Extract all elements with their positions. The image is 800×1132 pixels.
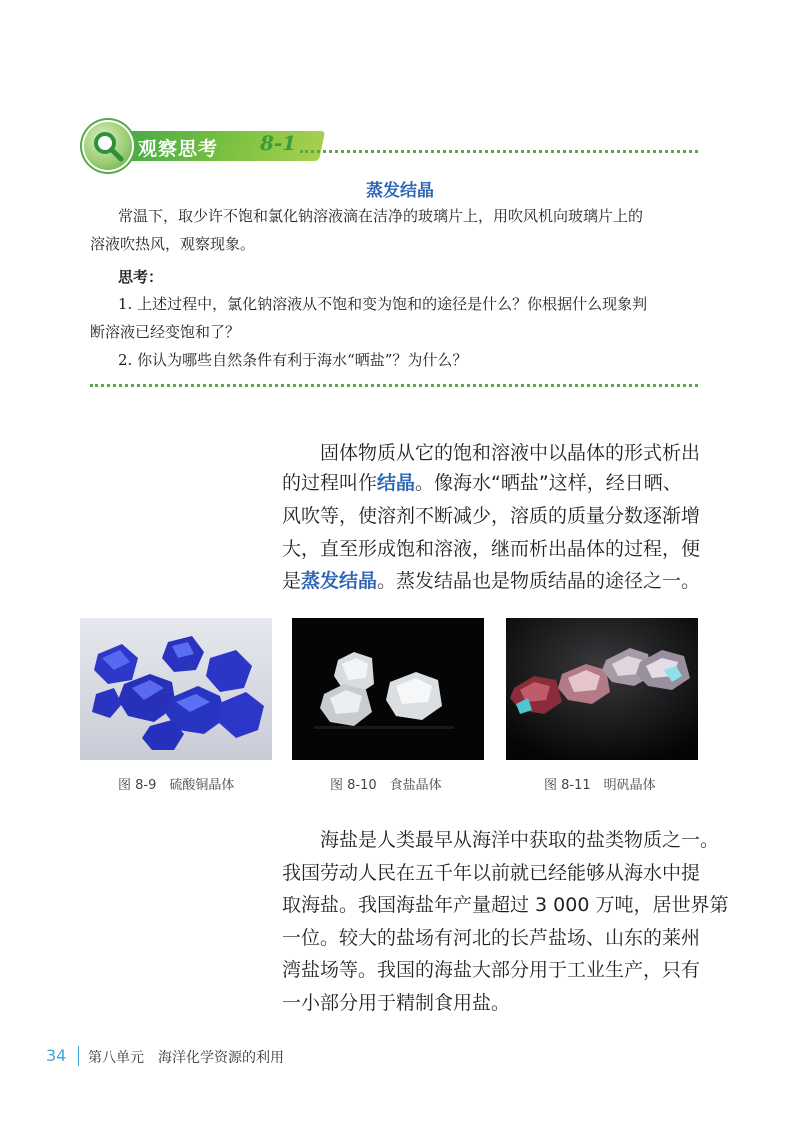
para2-line-5: 湾盐场等。我国的海盐大部分用于工业生产，只有 bbox=[282, 959, 701, 981]
para2-line-6: 一小部分用于精制食用盐。 bbox=[282, 992, 511, 1014]
magnifier-icon bbox=[84, 122, 132, 170]
question-1-line-2: 断溶液已经变饱和了？ bbox=[90, 323, 241, 341]
intro-line-1: 常温下，取少许不饱和氯化钠溶液滴在洁净的玻璃片上，用吹风机向玻璃片上的 bbox=[118, 207, 644, 225]
para1-line-1: 固体物质从它的饱和溶液中以晶体的形式析出 bbox=[320, 442, 701, 464]
para2-line-1: 海盐是人类最早从海洋中获取的盐类物质之一。 bbox=[320, 829, 720, 851]
figure-8-10-caption: 图 8-10 食盐晶体 bbox=[330, 778, 442, 793]
activity-code: 8-1 bbox=[260, 131, 297, 155]
keyword-evaporative-crystallization: 蒸发结晶 bbox=[301, 570, 378, 592]
observe-think-badge bbox=[84, 122, 284, 170]
para2-line-2: 我国劳动人民在五千年以前就已经能够从海水中提 bbox=[282, 862, 701, 884]
dotted-divider-top bbox=[300, 150, 698, 153]
think-label: 思考： bbox=[118, 268, 164, 286]
para1-line-3: 风吹等，使溶剂不断减少，溶质的质量分数逐渐增 bbox=[282, 505, 701, 527]
question-2: 2. 你认为哪些自然条件有利于海水“晒盐”？为什么？ bbox=[118, 351, 468, 369]
copper-sulfate-crystal-photo bbox=[80, 618, 272, 760]
badge-label: 观察思考 bbox=[138, 138, 219, 160]
unit-title: 第八单元 海洋化学资源的利用 bbox=[88, 1050, 284, 1066]
para1-line-5: 是蒸发结晶。蒸发结晶也是物质结晶的途径之一。 bbox=[282, 570, 701, 592]
question-1-line-1: 1. 上述过程中，氯化钠溶液从不饱和变为饱和的途径是什么？你根据什么现象判 bbox=[118, 295, 648, 313]
keyword-crystallization: 结晶 bbox=[377, 472, 416, 494]
activity-title: 蒸发结晶 bbox=[366, 181, 434, 201]
dotted-divider-bottom bbox=[90, 384, 698, 387]
intro-line-2: 溶液吹热风，观察现象。 bbox=[90, 235, 256, 253]
para2-line-3: 取海盐。我国海盐年产量超过 3 000 万吨，居世界第 bbox=[282, 894, 729, 916]
footer-divider bbox=[78, 1046, 79, 1066]
page-number: 34 bbox=[46, 1046, 67, 1065]
para1-line-4: 大，直至形成饱和溶液，继而析出晶体的过程，便 bbox=[282, 538, 701, 560]
para2-line-4: 一位。较大的盐场有河北的长芦盐场、山东的莱州 bbox=[282, 927, 701, 949]
figure-8-11-caption: 图 8-11 明矾晶体 bbox=[544, 778, 656, 793]
table-salt-crystal-photo bbox=[292, 618, 484, 760]
para1-line-2: 的过程叫作结晶。像海水“晒盐”这样，经日晒、 bbox=[282, 472, 682, 494]
alum-crystal-photo bbox=[506, 618, 698, 760]
figure-8-9-caption: 图 8-9 硫酸铜晶体 bbox=[118, 778, 235, 793]
